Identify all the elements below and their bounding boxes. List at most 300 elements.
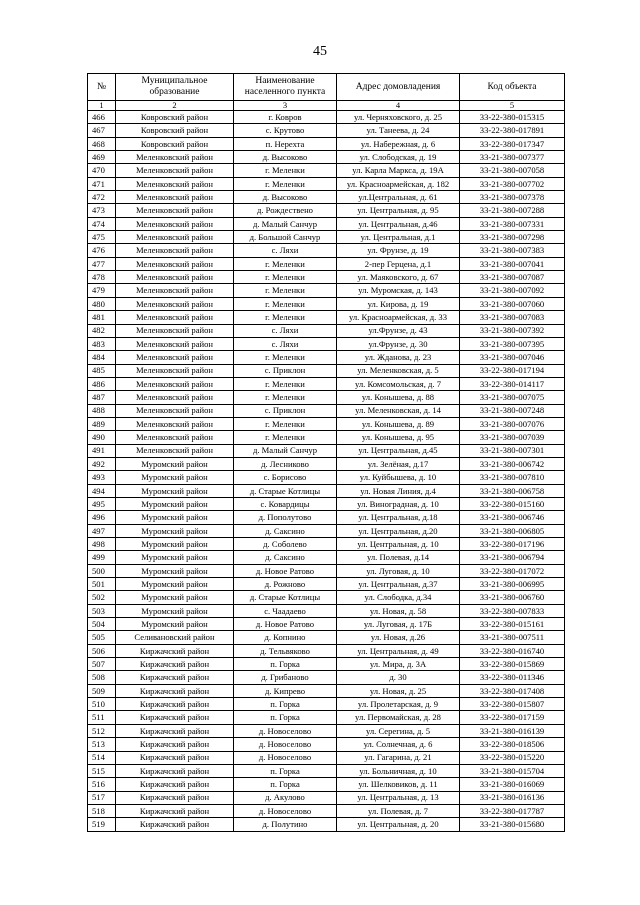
header-object-code: Код объекта <box>460 74 565 101</box>
object-code-cell: 33-22-380-015315 <box>460 111 565 124</box>
row-number: 467 <box>88 124 116 137</box>
municipality-cell: Киржачский район <box>116 698 234 711</box>
column-number: 1 <box>88 101 116 111</box>
settlement-cell: п. Горка <box>234 711 337 724</box>
address-cell: ул. Шелковиков, д. 11 <box>337 778 460 791</box>
address-cell: ул. Жданова, д. 23 <box>337 351 460 364</box>
row-number: 508 <box>88 671 116 684</box>
column-number: 2 <box>116 101 234 111</box>
municipality-cell: Киржачский район <box>116 724 234 737</box>
row-number: 473 <box>88 204 116 217</box>
address-cell: ул. Зелёная, д.17 <box>337 457 460 470</box>
settlement-cell: г. Меленки <box>234 377 337 390</box>
row-number: 488 <box>88 404 116 417</box>
row-number: 468 <box>88 137 116 150</box>
settlement-cell: г. Меленки <box>234 311 337 324</box>
municipality-cell: Меленковский район <box>116 337 234 350</box>
address-cell: ул. Куйбышева, д. 10 <box>337 471 460 484</box>
header-number: № <box>88 74 116 101</box>
address-cell: ул. Центральная, д. 10 <box>337 538 460 551</box>
settlement-cell: д. Старые Котлицы <box>234 591 337 604</box>
object-code-cell: 33-21-380-007058 <box>460 164 565 177</box>
header-settlement: Наименование населенного пункта <box>234 74 337 101</box>
settlement-cell: д. Малый Санчур <box>234 217 337 230</box>
municipality-cell: Меленковский район <box>116 257 234 270</box>
object-code-cell: 33-22-380-017347 <box>460 137 565 150</box>
address-cell: ул. Кирова, д. 19 <box>337 297 460 310</box>
object-code-cell: 33-21-380-007092 <box>460 284 565 297</box>
municipality-cell: Муромский район <box>116 564 234 577</box>
object-code-cell: 33-21-380-007075 <box>460 391 565 404</box>
row-number: 514 <box>88 751 116 764</box>
row-number: 466 <box>88 111 116 124</box>
municipality-cell: Меленковский район <box>116 417 234 430</box>
object-code-cell: 33-22-380-018506 <box>460 738 565 751</box>
object-code-cell: 33-22-380-015869 <box>460 658 565 671</box>
table-row <box>88 177 565 190</box>
column-number-row <box>88 101 565 111</box>
address-cell: ул. Слободская, д. 19 <box>337 151 460 164</box>
row-number: 484 <box>88 351 116 364</box>
municipality-cell: Муромский район <box>116 471 234 484</box>
table-row <box>88 644 565 657</box>
object-code-cell: 33-22-380-015220 <box>460 751 565 764</box>
address-cell: ул. Новая, д. 25 <box>337 684 460 697</box>
row-number: 513 <box>88 738 116 751</box>
table-row <box>88 191 565 204</box>
municipality-cell: Меленковский район <box>116 191 234 204</box>
object-code-cell: 33-21-380-007288 <box>460 204 565 217</box>
object-code-cell: 33-21-380-007810 <box>460 471 565 484</box>
row-number: 499 <box>88 551 116 564</box>
object-code-cell: 33-22-380-011346 <box>460 671 565 684</box>
table-row <box>88 471 565 484</box>
address-cell: ул. Карла Маркса, д. 19А <box>337 164 460 177</box>
address-cell: ул. Солнечная, д. 6 <box>337 738 460 751</box>
row-number: 502 <box>88 591 116 604</box>
settlement-cell: д. Новоселово <box>234 724 337 737</box>
row-number: 492 <box>88 457 116 470</box>
table-row <box>88 297 565 310</box>
municipality-cell: Меленковский район <box>116 217 234 230</box>
address-cell: ул. Виноградная, д. 10 <box>337 497 460 510</box>
object-code-cell: 33-22-380-017194 <box>460 364 565 377</box>
settlement-cell: г. Меленки <box>234 257 337 270</box>
address-cell: д. 30 <box>337 671 460 684</box>
address-cell: ул. Центральная, д.1 <box>337 231 460 244</box>
municipality-cell: Меленковский район <box>116 431 234 444</box>
address-cell: ул.Фрунзе, д. 43 <box>337 324 460 337</box>
settlement-cell: д. Рожново <box>234 578 337 591</box>
row-number: 475 <box>88 231 116 244</box>
row-number: 476 <box>88 244 116 257</box>
settlement-cell: д. Саксино <box>234 524 337 537</box>
settlement-cell: п. Горка <box>234 698 337 711</box>
row-number: 518 <box>88 804 116 817</box>
municipality-cell: Муромский район <box>116 497 234 510</box>
settlement-cell: д. Новое Ратово <box>234 618 337 631</box>
settlement-cell: д. Акулово <box>234 791 337 804</box>
municipality-cell: Меленковский район <box>116 311 234 324</box>
address-cell: ул. Центральная, д. 20 <box>337 818 460 831</box>
address-cell: ул. Конышева, д. 95 <box>337 431 460 444</box>
table-row <box>88 231 565 244</box>
settlement-cell: д. Старые Котлицы <box>234 484 337 497</box>
settlement-cell: с. Приклон <box>234 404 337 417</box>
object-code-cell: 33-22-380-015160 <box>460 497 565 510</box>
municipality-cell: Меленковский район <box>116 204 234 217</box>
row-number: 515 <box>88 764 116 777</box>
address-cell: ул.Фрунзе, д. 30 <box>337 337 460 350</box>
row-number: 480 <box>88 297 116 310</box>
address-cell: ул. Пролетарская, д. 9 <box>337 698 460 711</box>
settlement-cell: г. Меленки <box>234 417 337 430</box>
address-cell: ул. Серегина, д. 5 <box>337 724 460 737</box>
row-number: 497 <box>88 524 116 537</box>
table-row <box>88 404 565 417</box>
object-code-cell: 33-21-380-007377 <box>460 151 565 164</box>
settlement-cell: д. Соболево <box>234 538 337 551</box>
address-cell: ул. Центральная, д.20 <box>337 524 460 537</box>
object-code-cell: 33-21-380-007331 <box>460 217 565 230</box>
settlement-cell: с. Ляхи <box>234 337 337 350</box>
municipality-cell: Ковровский район <box>116 137 234 150</box>
object-code-cell: 33-21-380-007060 <box>460 297 565 310</box>
row-number: 498 <box>88 538 116 551</box>
table-row <box>88 791 565 804</box>
address-cell: ул. Центральная, д.18 <box>337 511 460 524</box>
table-row <box>88 257 565 270</box>
header-municipality: Муниципальное образование <box>116 74 234 101</box>
row-number: 483 <box>88 337 116 350</box>
settlement-cell: с. Борисово <box>234 471 337 484</box>
settlement-cell: д. Тельвяково <box>234 644 337 657</box>
object-code-cell: 33-21-380-015704 <box>460 764 565 777</box>
municipality-cell: Муромский район <box>116 457 234 470</box>
row-number: 469 <box>88 151 116 164</box>
row-number: 494 <box>88 484 116 497</box>
table-row <box>88 751 565 764</box>
object-code-cell: 33-22-380-017159 <box>460 711 565 724</box>
row-number: 474 <box>88 217 116 230</box>
table-row <box>88 551 565 564</box>
address-cell: ул. Центральная, д. 49 <box>337 644 460 657</box>
table-row <box>88 431 565 444</box>
address-cell: ул. Конышева, д. 88 <box>337 391 460 404</box>
address-cell: ул.Центральная, д. 61 <box>337 191 460 204</box>
table-body <box>88 111 565 832</box>
object-code-cell: 33-21-380-007298 <box>460 231 565 244</box>
settlement-cell: п. Горка <box>234 764 337 777</box>
address-cell: ул. Муромская, д. 143 <box>337 284 460 297</box>
settlement-cell: п. Нерехта <box>234 137 337 150</box>
table-row <box>88 324 565 337</box>
settlement-cell: с. Крутово <box>234 124 337 137</box>
table-row <box>88 578 565 591</box>
municipality-cell: Муромский район <box>116 551 234 564</box>
row-number: 519 <box>88 818 116 831</box>
settlement-cell: г. Меленки <box>234 351 337 364</box>
row-number: 506 <box>88 644 116 657</box>
object-code-cell: 33-21-380-006995 <box>460 578 565 591</box>
municipality-cell: Киржачский район <box>116 658 234 671</box>
address-cell: ул. Центральная, д. 13 <box>337 791 460 804</box>
table-row <box>88 351 565 364</box>
table-row <box>88 417 565 430</box>
settlement-cell: с. Чаадаево <box>234 604 337 617</box>
table-row <box>88 457 565 470</box>
row-number: 517 <box>88 791 116 804</box>
address-cell: ул. Красноармейская, д. 182 <box>337 177 460 190</box>
row-number: 512 <box>88 724 116 737</box>
municipality-cell: Киржачский район <box>116 818 234 831</box>
object-code-cell: 33-21-380-006805 <box>460 524 565 537</box>
settlement-cell: д. Полутино <box>234 818 337 831</box>
settlement-cell: с. Ляхи <box>234 324 337 337</box>
table-row <box>88 217 565 230</box>
row-number: 501 <box>88 578 116 591</box>
table-row <box>88 738 565 751</box>
table-row <box>88 284 565 297</box>
object-code-cell: 33-21-380-016136 <box>460 791 565 804</box>
address-cell: ул. Новая Линия, д.4 <box>337 484 460 497</box>
address-registry-table <box>87 73 565 832</box>
object-code-cell: 33-21-380-006742 <box>460 457 565 470</box>
municipality-cell: Меленковский район <box>116 151 234 164</box>
settlement-cell: д. Рождествено <box>234 204 337 217</box>
object-code-cell: 33-21-380-007248 <box>460 404 565 417</box>
table-row <box>88 391 565 404</box>
municipality-cell: Муромский район <box>116 511 234 524</box>
address-cell: ул. Новая, д.26 <box>337 631 460 644</box>
object-code-cell: 33-22-380-017787 <box>460 804 565 817</box>
settlement-cell: д. Лесниково <box>234 457 337 470</box>
municipality-cell: Меленковский район <box>116 364 234 377</box>
table-row <box>88 804 565 817</box>
address-cell: ул. Танеева, д. 24 <box>337 124 460 137</box>
address-cell: ул. Меленковская, д. 14 <box>337 404 460 417</box>
row-number: 509 <box>88 684 116 697</box>
row-number: 470 <box>88 164 116 177</box>
table-row <box>88 538 565 551</box>
object-code-cell: 33-21-380-007076 <box>460 417 565 430</box>
object-code-cell: 33-21-380-007039 <box>460 431 565 444</box>
object-code-cell: 33-21-380-007041 <box>460 257 565 270</box>
address-cell: ул. Маяковского, д. 67 <box>337 271 460 284</box>
settlement-cell: г. Меленки <box>234 391 337 404</box>
settlement-cell: д. Копнино <box>234 631 337 644</box>
row-number: 495 <box>88 497 116 510</box>
table-row <box>88 164 565 177</box>
municipality-cell: Муромский район <box>116 538 234 551</box>
row-number: 516 <box>88 778 116 791</box>
row-number: 493 <box>88 471 116 484</box>
row-number: 482 <box>88 324 116 337</box>
address-cell: ул. Центральная, д.45 <box>337 444 460 457</box>
table-row <box>88 658 565 671</box>
municipality-cell: Меленковский район <box>116 297 234 310</box>
municipality-cell: Селивановский район <box>116 631 234 644</box>
table-row <box>88 764 565 777</box>
address-cell: ул. Луговая, д. 10 <box>337 564 460 577</box>
address-cell: ул. Больничная, д. 10 <box>337 764 460 777</box>
address-cell: ул. Слободка, д.34 <box>337 591 460 604</box>
row-number: 504 <box>88 618 116 631</box>
address-cell: ул. Мира, д. 3А <box>337 658 460 671</box>
table-row <box>88 497 565 510</box>
column-number: 4 <box>337 101 460 111</box>
object-code-cell: 33-21-380-016139 <box>460 724 565 737</box>
row-number: 479 <box>88 284 116 297</box>
municipality-cell: Меленковский район <box>116 351 234 364</box>
settlement-cell: д. Малый Санчур <box>234 444 337 457</box>
municipality-cell: Муромский район <box>116 484 234 497</box>
row-number: 491 <box>88 444 116 457</box>
object-code-cell: 33-21-380-016069 <box>460 778 565 791</box>
address-cell: ул. Первомайская, д. 28 <box>337 711 460 724</box>
address-cell: ул. Красноармейская, д. 33 <box>337 311 460 324</box>
municipality-cell: Ковровский район <box>116 124 234 137</box>
municipality-cell: Ковровский район <box>116 111 234 124</box>
table-row <box>88 511 565 524</box>
municipality-cell: Меленковский район <box>116 231 234 244</box>
table-row <box>88 671 565 684</box>
address-cell: ул. Комсомольская, д. 7 <box>337 377 460 390</box>
settlement-cell: д. Грибаново <box>234 671 337 684</box>
header-row <box>88 74 565 101</box>
address-cell: ул. Меленковская, д. 5 <box>337 364 460 377</box>
municipality-cell: Муромский район <box>116 591 234 604</box>
object-code-cell: 33-22-380-015807 <box>460 698 565 711</box>
municipality-cell: Меленковский район <box>116 271 234 284</box>
table-row <box>88 778 565 791</box>
settlement-cell: с. Ковардицы <box>234 497 337 510</box>
settlement-cell: г. Меленки <box>234 164 337 177</box>
object-code-cell: 33-21-380-006760 <box>460 591 565 604</box>
municipality-cell: Муромский район <box>116 524 234 537</box>
object-code-cell: 33-22-380-016740 <box>460 644 565 657</box>
row-number: 489 <box>88 417 116 430</box>
object-code-cell: 33-22-380-017891 <box>460 124 565 137</box>
municipality-cell: Меленковский район <box>116 324 234 337</box>
table-row <box>88 151 565 164</box>
table-row <box>88 124 565 137</box>
row-number: 481 <box>88 311 116 324</box>
address-cell: ул. Центральная, д. 95 <box>337 204 460 217</box>
table-row <box>88 684 565 697</box>
settlement-cell: г. Меленки <box>234 177 337 190</box>
settlement-cell: д. Новоселово <box>234 804 337 817</box>
settlement-cell: г. Меленки <box>234 284 337 297</box>
table-row <box>88 524 565 537</box>
municipality-cell: Меленковский район <box>116 404 234 417</box>
table-row <box>88 711 565 724</box>
row-number: 477 <box>88 257 116 270</box>
column-number: 5 <box>460 101 565 111</box>
municipality-cell: Меленковский район <box>116 284 234 297</box>
settlement-cell: г. Меленки <box>234 297 337 310</box>
table-row <box>88 111 565 124</box>
object-code-cell: 33-21-380-007087 <box>460 271 565 284</box>
municipality-cell: Меленковский район <box>116 377 234 390</box>
settlement-cell: д. Высоково <box>234 151 337 164</box>
table-row <box>88 244 565 257</box>
settlement-cell: г. Меленки <box>234 271 337 284</box>
municipality-cell: Меленковский район <box>116 244 234 257</box>
table-row <box>88 618 565 631</box>
municipality-cell: Киржачский район <box>116 764 234 777</box>
table-row <box>88 271 565 284</box>
object-code-cell: 33-22-380-014117 <box>460 377 565 390</box>
municipality-cell: Муромский район <box>116 618 234 631</box>
object-code-cell: 33-21-380-006746 <box>460 511 565 524</box>
row-number: 486 <box>88 377 116 390</box>
municipality-cell: Муромский район <box>116 578 234 591</box>
municipality-cell: Меленковский район <box>116 164 234 177</box>
table-row <box>88 564 565 577</box>
municipality-cell: Муромский район <box>116 604 234 617</box>
table-row <box>88 724 565 737</box>
row-number: 507 <box>88 658 116 671</box>
object-code-cell: 33-22-380-017072 <box>460 564 565 577</box>
object-code-cell: 33-21-380-007378 <box>460 191 565 204</box>
table-row <box>88 818 565 831</box>
settlement-cell: д. Кипрево <box>234 684 337 697</box>
settlement-cell: д. Новое Ратово <box>234 564 337 577</box>
row-number: 511 <box>88 711 116 724</box>
settlement-cell: д. Большой Санчур <box>234 231 337 244</box>
table-row <box>88 377 565 390</box>
settlement-cell: п. Горка <box>234 778 337 791</box>
object-code-cell: 33-22-380-015161 <box>460 618 565 631</box>
object-code-cell: 33-22-380-017196 <box>460 538 565 551</box>
table-row <box>88 698 565 711</box>
address-cell: ул. Полевая, д.14 <box>337 551 460 564</box>
municipality-cell: Киржачский район <box>116 804 234 817</box>
object-code-cell: 33-21-380-007383 <box>460 244 565 257</box>
object-code-cell: 33-21-380-007301 <box>460 444 565 457</box>
address-cell: ул. Черняховского, д. 25 <box>337 111 460 124</box>
settlement-cell: г. Ковров <box>234 111 337 124</box>
table-row <box>88 364 565 377</box>
municipality-cell: Киржачский район <box>116 778 234 791</box>
row-number: 503 <box>88 604 116 617</box>
settlement-cell: с. Приклон <box>234 364 337 377</box>
settlement-cell: д. Пополутово <box>234 511 337 524</box>
address-cell: ул. Фрунзе, д. 19 <box>337 244 460 257</box>
settlement-cell: д. Новоселово <box>234 751 337 764</box>
address-cell: ул. Набережная, д. 6 <box>337 137 460 150</box>
table-row <box>88 444 565 457</box>
address-cell: ул. Конышева, д. 89 <box>337 417 460 430</box>
settlement-cell: п. Горка <box>234 658 337 671</box>
object-code-cell: 33-21-380-007392 <box>460 324 565 337</box>
address-cell: ул. Луговая, д. 17Б <box>337 618 460 631</box>
row-number: 485 <box>88 364 116 377</box>
row-number: 500 <box>88 564 116 577</box>
municipality-cell: Меленковский район <box>116 177 234 190</box>
table-row <box>88 604 565 617</box>
object-code-cell: 33-21-380-007046 <box>460 351 565 364</box>
row-number: 478 <box>88 271 116 284</box>
settlement-cell: д. Новоселово <box>234 738 337 751</box>
municipality-cell: Киржачский район <box>116 644 234 657</box>
table-row <box>88 311 565 324</box>
address-cell: ул. Полевая, д. 7 <box>337 804 460 817</box>
object-code-cell: 33-21-380-006794 <box>460 551 565 564</box>
row-number: 510 <box>88 698 116 711</box>
settlement-cell: с. Ляхи <box>234 244 337 257</box>
